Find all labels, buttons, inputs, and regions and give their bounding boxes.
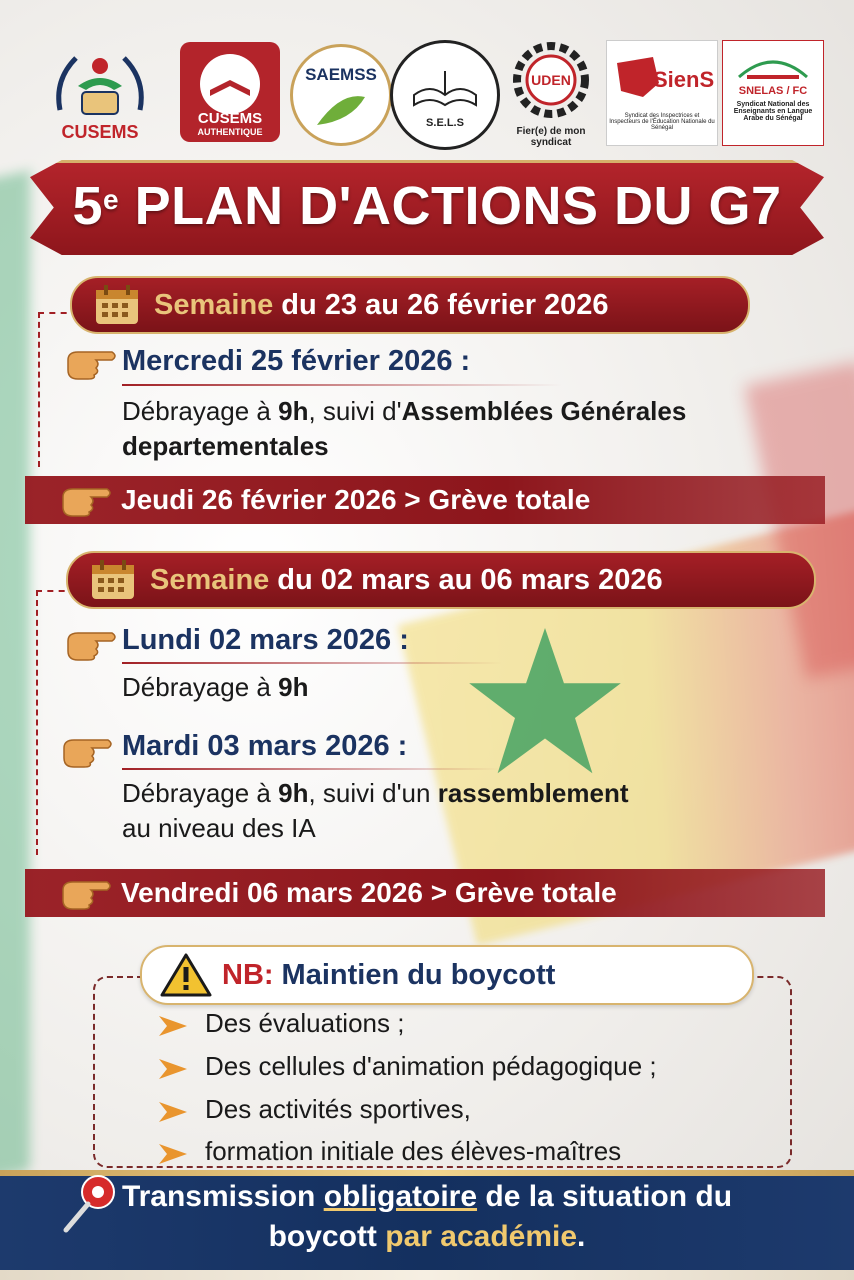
saemss-leaf-icon — [311, 91, 371, 131]
logo-uden — [500, 40, 602, 148]
desc-text: , suivi d' — [308, 396, 402, 426]
nb-title: Maintien du boycott — [281, 958, 556, 991]
week2-range: du 02 mars au 06 mars 2026 — [277, 563, 663, 596]
week1-strike-text: Jeudi 26 février 2026 > Grève totale — [121, 484, 591, 515]
week2-pill — [66, 551, 816, 609]
nb-prefix: NB: — [222, 958, 274, 991]
title-ordinal-sup: e — [103, 184, 120, 215]
sies-logo-text: SienS — [653, 67, 715, 92]
bottom-text: Transmission — [121, 1180, 324, 1213]
desc-text: Débrayage à — [122, 672, 279, 702]
desc-bold: rassemblement — [437, 778, 629, 808]
snelas-logo-text: SNELAS / FC — [738, 85, 808, 97]
calendar-icon — [94, 284, 140, 326]
desc-bold: 9h — [278, 396, 309, 426]
cusems-logo-text: CUSEMS — [61, 122, 139, 142]
week2-day1-desc — [122, 670, 802, 705]
title-text: PLAN D'ACTIONS DU G7 — [134, 176, 782, 236]
desc-text: au niveau des IA — [122, 813, 316, 843]
desc-text: , suivi d'un — [308, 778, 438, 808]
nb-item: Des activités sportives, — [205, 1094, 471, 1124]
week1-day1-underline — [122, 384, 562, 386]
pointing-hand-icon — [66, 346, 118, 380]
chevron-right-icon — [155, 1141, 191, 1167]
week2-day2-desc — [122, 776, 822, 846]
saemss-logo-text: SAEMSS — [305, 65, 377, 84]
desc-bold: Assemblées Générales — [401, 396, 687, 426]
calendar-icon — [90, 559, 136, 601]
sels-logo-text: S.E.L.S — [426, 117, 464, 129]
logo-sels — [390, 40, 500, 150]
bottom-highlight: par académie — [385, 1220, 578, 1253]
week1-bracket — [38, 312, 40, 467]
week2-day1-underline — [122, 662, 502, 664]
week1-pill — [70, 276, 750, 334]
pointing-hand-icon — [61, 876, 113, 910]
sies-logo-subtext: Syndicat des Inspectrices et Inspecteurs de l'Éducation Nationale du Sénégal — [609, 113, 715, 131]
sels-book-icon — [410, 65, 480, 115]
desc-text: Débrayage à — [122, 396, 279, 426]
uden-logo-subtext: Fier(e) de mon syndicat — [516, 126, 586, 148]
week2-day2-label: Mardi 03 mars 2026 : — [122, 730, 408, 762]
nb-item: Des évaluations ; — [205, 1008, 405, 1038]
pointing-hand-icon — [62, 734, 114, 768]
logo-snelas — [722, 40, 824, 146]
nb-item: formation initiale des élèves-maîtres — [205, 1136, 622, 1166]
nb-header — [140, 945, 754, 1005]
snelas-book-icon — [733, 47, 813, 83]
bottom-text: de la situation du — [477, 1180, 733, 1213]
week2-bracket — [36, 590, 38, 855]
week2-day1-label: Lundi 02 mars 2026 : — [122, 624, 409, 656]
chevron-right-icon — [155, 1056, 191, 1082]
bottom-text: boycott — [268, 1220, 386, 1253]
cusems-authentique-logo-subtext: AUTHENTIQUE — [197, 127, 263, 137]
week2-strike-text: Vendredi 06 mars 2026 > Grève totale — [121, 877, 617, 908]
week1-strike-banner — [25, 476, 825, 524]
logo-saemss — [290, 44, 392, 146]
warning-icon — [160, 952, 212, 998]
week1-highlight: Semaine — [154, 288, 274, 321]
bottom-line-2 — [0, 1220, 854, 1254]
pointing-hand-icon — [61, 483, 113, 517]
nb-item: Des cellules d'animation pédagogique ; — [205, 1051, 657, 1081]
week2-strike-banner — [25, 869, 825, 917]
cusems-authentique-logo-text: CUSEMS — [197, 110, 263, 127]
pointing-hand-icon — [66, 627, 118, 661]
bottom-underlined: obligatoire — [323, 1180, 478, 1213]
week2-highlight: Semaine — [150, 563, 270, 596]
bottom-text: . — [577, 1220, 586, 1253]
page-title — [30, 160, 824, 252]
desc-bold: 9h — [278, 778, 309, 808]
week2-day2-underline — [122, 768, 502, 770]
logo-cusems — [48, 40, 152, 144]
week1-range: du 23 au 26 février 2026 — [281, 288, 609, 321]
chevron-right-icon — [155, 1099, 191, 1125]
desc-bold: 9h — [278, 672, 309, 702]
flag-green-stripe — [0, 170, 30, 1189]
logo-cusems-authentique — [178, 40, 282, 144]
snelas-logo-subtext: Syndicat National des Enseignants en Langue Arabe du Sénégal — [733, 101, 813, 122]
week1-day1-label: Mercredi 25 février 2026 : — [122, 345, 471, 377]
chevron-right-icon — [155, 1013, 191, 1039]
week1-day1-desc — [122, 394, 802, 464]
bottom-line-1 — [0, 1180, 854, 1214]
desc-text: Débrayage à — [122, 778, 279, 808]
title-ordinal: 5 — [72, 176, 104, 236]
desc-bold: departementales — [122, 431, 329, 461]
logo-sies — [606, 40, 718, 146]
uden-logo-text: UDEN — [531, 72, 571, 88]
